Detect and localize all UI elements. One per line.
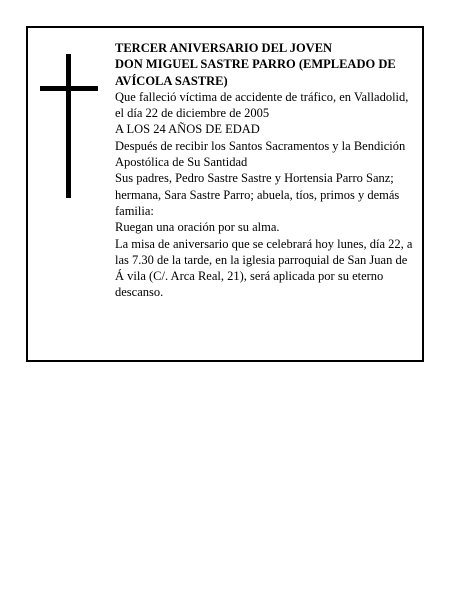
death-text: Que falleció víctima de accidente de tráfico, en Valladolid, el día 22 de diciembre de 2005 (115, 89, 409, 121)
notice-title-line1: TERCER ANIVERSARIO DEL JOVEN (115, 41, 333, 55)
notice-content (115, 40, 419, 301)
cross-icon (40, 54, 98, 198)
cross-horizontal-bar (40, 86, 98, 91)
prayer-text: Ruegan una oración por su alma. (115, 220, 280, 235)
sacraments-text: Después de recibir los Santos Sacramentos y la Bendición Apostólica de Su Santidad (115, 138, 406, 170)
mass-text: La misa de aniversario que se celebrará hoy lunes, día 22, a las 7.30 de la tarde, en la iglesia parroquial de San Juan de Á vila (C/. Arca Real, 21), será aplicada por su eterno descanso. (115, 236, 413, 300)
notice-title-line2: DON MIGUEL SASTRE PARRO (EMPLEADO DE AVÍCOLA SASTRE) (115, 57, 396, 88)
family-text: Sus padres, Pedro Sastre Sastre y Hortensia Parro Sanz; hermana, Sara Sastre Parro; abuela, tíos, primos y demás familia: (115, 171, 400, 218)
age-text: A LOS 24 AÑOS DE EDAD (115, 122, 260, 137)
cross-vertical-bar (66, 54, 71, 198)
obituary-notice (26, 26, 424, 362)
